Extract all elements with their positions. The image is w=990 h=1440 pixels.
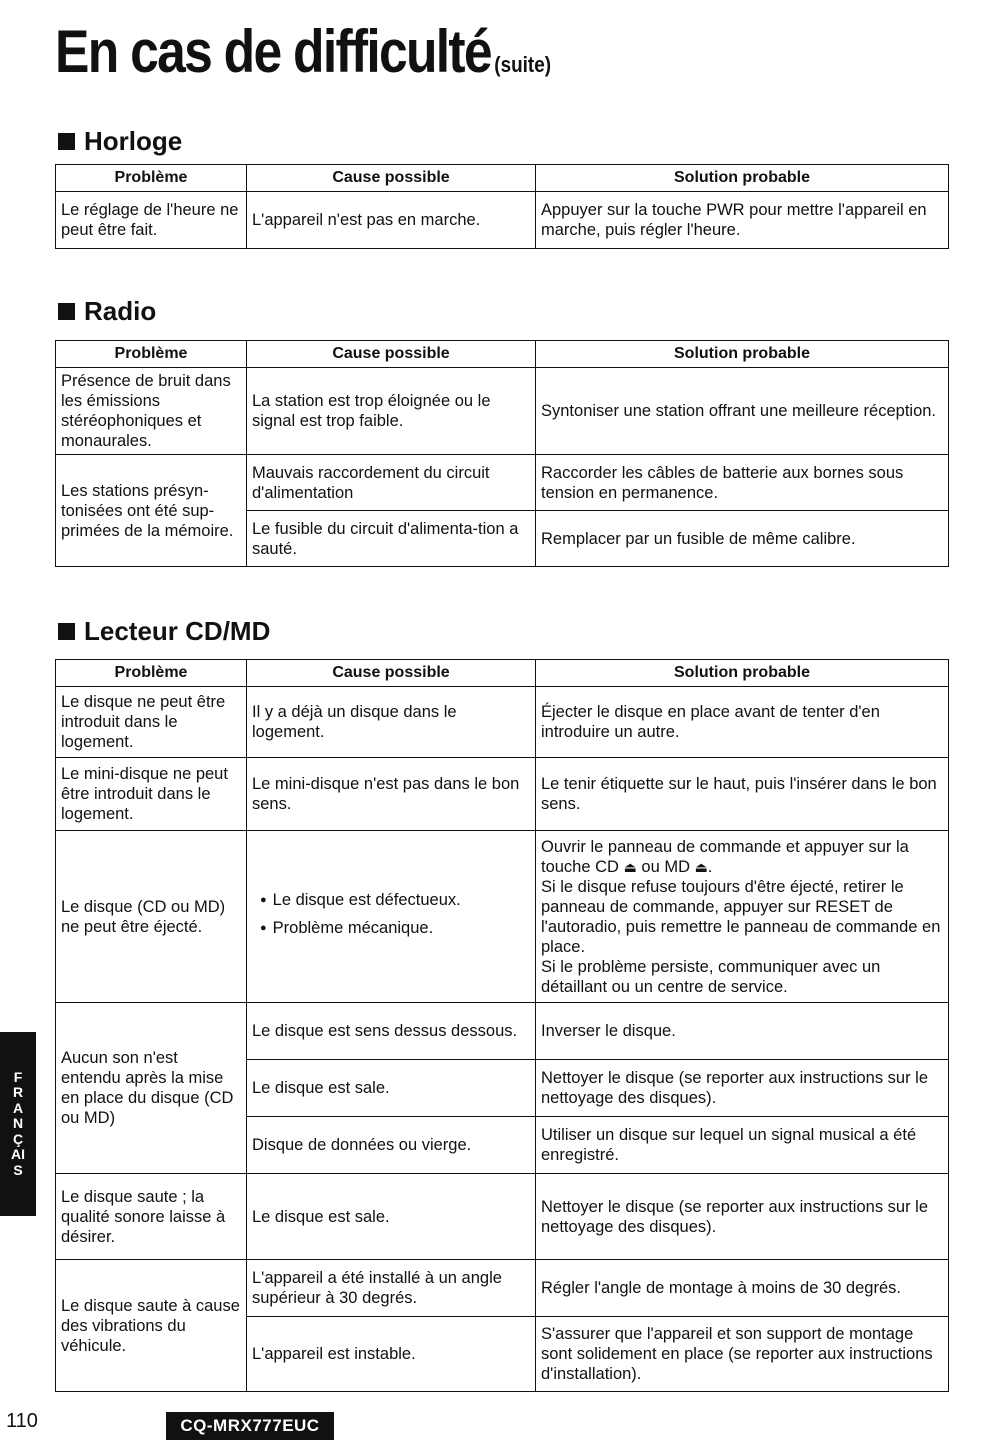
column-header-cause: Cause possible	[247, 341, 536, 368]
radio-table	[55, 340, 949, 567]
cause-cell: Le disque est sens dessus dessous.	[247, 1003, 536, 1060]
cause-cell: Il y a déjà un disque dans le logement.	[247, 687, 536, 758]
cause-cell: Le disque est sale.	[247, 1060, 536, 1117]
column-header-cause: Cause possible	[247, 165, 536, 192]
cause-cell: L'appareil a été installé à un angle supérieur à 30 degrés.	[247, 1260, 536, 1317]
table-row	[56, 758, 949, 831]
problem-cell: Le réglage de l'heure ne peut être fait.	[56, 192, 247, 249]
solution-line: Si le disque refuse toujours d'être éjecté, retirer le panneau de commande, appuyer sur RESET de l'autoradio, puis remettre le panneau de commande en place.	[541, 877, 941, 956]
section-heading-horloge	[58, 128, 182, 154]
table-header-row	[56, 660, 949, 687]
problem-cell: Le disque saute à cause des vibrations du véhicule.	[56, 1260, 247, 1392]
problem-cell: Les stations présyn-tonisées ont été sup-primées de la mémoire.	[56, 455, 247, 567]
solution-cell: Inverser le disque.	[536, 1003, 949, 1060]
cause-item: ● Problème mécanique.	[260, 918, 530, 940]
page-number: 110	[6, 1410, 38, 1432]
column-header-problem: Problème	[56, 660, 247, 687]
square-bullet-icon	[58, 623, 75, 640]
cause-cell: L'appareil n'est pas en marche.	[247, 192, 536, 249]
title-suffix: (suite)	[494, 52, 552, 77]
cause-cell: L'appareil est instable.	[247, 1317, 536, 1392]
cause-item: ● Le disque est défectueux.	[260, 890, 530, 912]
solution-cell: Régler l'angle de montage à moins de 30 degrés.	[536, 1260, 949, 1317]
table-row	[56, 687, 949, 758]
solution-or-text: ou MD	[641, 857, 690, 876]
solution-line: Si le problème persiste, communiquer avec un détaillant ou un centre de service.	[541, 957, 881, 996]
problem-cell: Présence de bruit dans les émissions stéréophoniques et monaurales.	[56, 368, 247, 455]
solution-cell: Le tenir étiquette sur le haut, puis l'insérer dans le bon sens.	[536, 758, 949, 831]
solution-cell: Appuyer sur la touche PWR pour mettre l'appareil en marche, puis régler l'heure.	[536, 192, 949, 249]
section-heading-lecteur	[58, 618, 270, 644]
section-title: Radio	[84, 296, 157, 326]
solution-cell: Remplacer par un fusible de même calibre.	[536, 511, 949, 567]
problem-cell: Le mini-disque ne peut être introduit dans le logement.	[56, 758, 247, 831]
table-row	[56, 1260, 949, 1317]
table-header-row	[56, 341, 949, 368]
column-header-solution: Solution probable	[536, 341, 949, 368]
column-header-cause: Cause possible	[247, 660, 536, 687]
solution-cell: Nettoyer le disque (se reporter aux instructions sur le nettoyage des disques).	[536, 1174, 949, 1260]
problem-cell: Le disque (CD ou MD) ne peut être éjecté.	[56, 831, 247, 1003]
problem-cell: Le disque ne peut être introduit dans le logement.	[56, 687, 247, 758]
problem-cell: Aucun son n'est entendu après la mise en place du disque (CD ou MD)	[56, 1003, 247, 1174]
table-row	[56, 1003, 949, 1060]
section-heading-radio	[58, 298, 156, 324]
cause-cell: Le disque est sale.	[247, 1174, 536, 1260]
section-title: Lecteur CD/MD	[84, 616, 271, 646]
cause-cell: Le fusible du circuit d'alimenta-tion a sauté.	[247, 511, 536, 567]
lecteur-table	[55, 659, 949, 1392]
solution-cell: Syntoniser une station offrant une meilleure réception.	[536, 368, 949, 455]
cause-cell: Mauvais raccordement du circuit d'alimentation	[247, 455, 536, 511]
column-header-solution: Solution probable	[536, 165, 949, 192]
square-bullet-icon	[58, 303, 75, 320]
column-header-solution: Solution probable	[536, 660, 949, 687]
solution-cell: S'assurer que l'appareil et son support de montage sont solidement en place (se reporter aux instructions d'installation).	[536, 1317, 949, 1392]
eject-icon: ⏏	[694, 858, 708, 875]
solution-cell	[536, 831, 949, 1003]
eject-icon: ⏏	[623, 858, 637, 875]
solution-line: Ouvrir le panneau de commande et appuyer sur la touche CD ⏏ ou MD ⏏.	[541, 837, 909, 876]
column-header-problem: Problème	[56, 165, 247, 192]
solution-cell: Utiliser un disque sur lequel un signal musical a été enregistré.	[536, 1117, 949, 1174]
solution-text: Ouvrir le panneau de commande et appuyer sur la touche CD	[541, 837, 909, 876]
cause-cell	[247, 831, 536, 1003]
table-row	[56, 455, 949, 511]
table-row	[56, 831, 949, 1003]
table-row	[56, 1174, 949, 1260]
title-main: En cas de difficulté	[55, 18, 491, 85]
section-title: Horloge	[84, 126, 183, 156]
language-label: FRANÇAIS	[11, 1068, 25, 1178]
problem-cell: Le disque saute ; la qualité sonore laisse à désirer.	[56, 1174, 247, 1260]
table-row	[56, 368, 949, 455]
cause-list	[252, 890, 530, 940]
horloge-table	[55, 164, 949, 249]
page-title	[55, 18, 552, 85]
solution-cell: Raccorder les câbles de batterie aux bornes sous tension en permanence.	[536, 455, 949, 511]
model-badge: CQ-MRX777EUC	[166, 1412, 334, 1440]
cause-cell: Le mini-disque n'est pas dans le bon sens.	[247, 758, 536, 831]
solution-cell: Nettoyer le disque (se reporter aux instructions sur le nettoyage des disques).	[536, 1060, 949, 1117]
language-side-tab	[0, 1032, 36, 1216]
cause-cell: Disque de données ou vierge.	[247, 1117, 536, 1174]
square-bullet-icon	[58, 133, 75, 150]
solution-cell: Éjecter le disque en place avant de tenter d'en introduire un autre.	[536, 687, 949, 758]
column-header-problem: Problème	[56, 341, 247, 368]
cause-cell: La station est trop éloignée ou le signal est trop faible.	[247, 368, 536, 455]
table-header-row	[56, 165, 949, 192]
table-row	[56, 192, 949, 249]
